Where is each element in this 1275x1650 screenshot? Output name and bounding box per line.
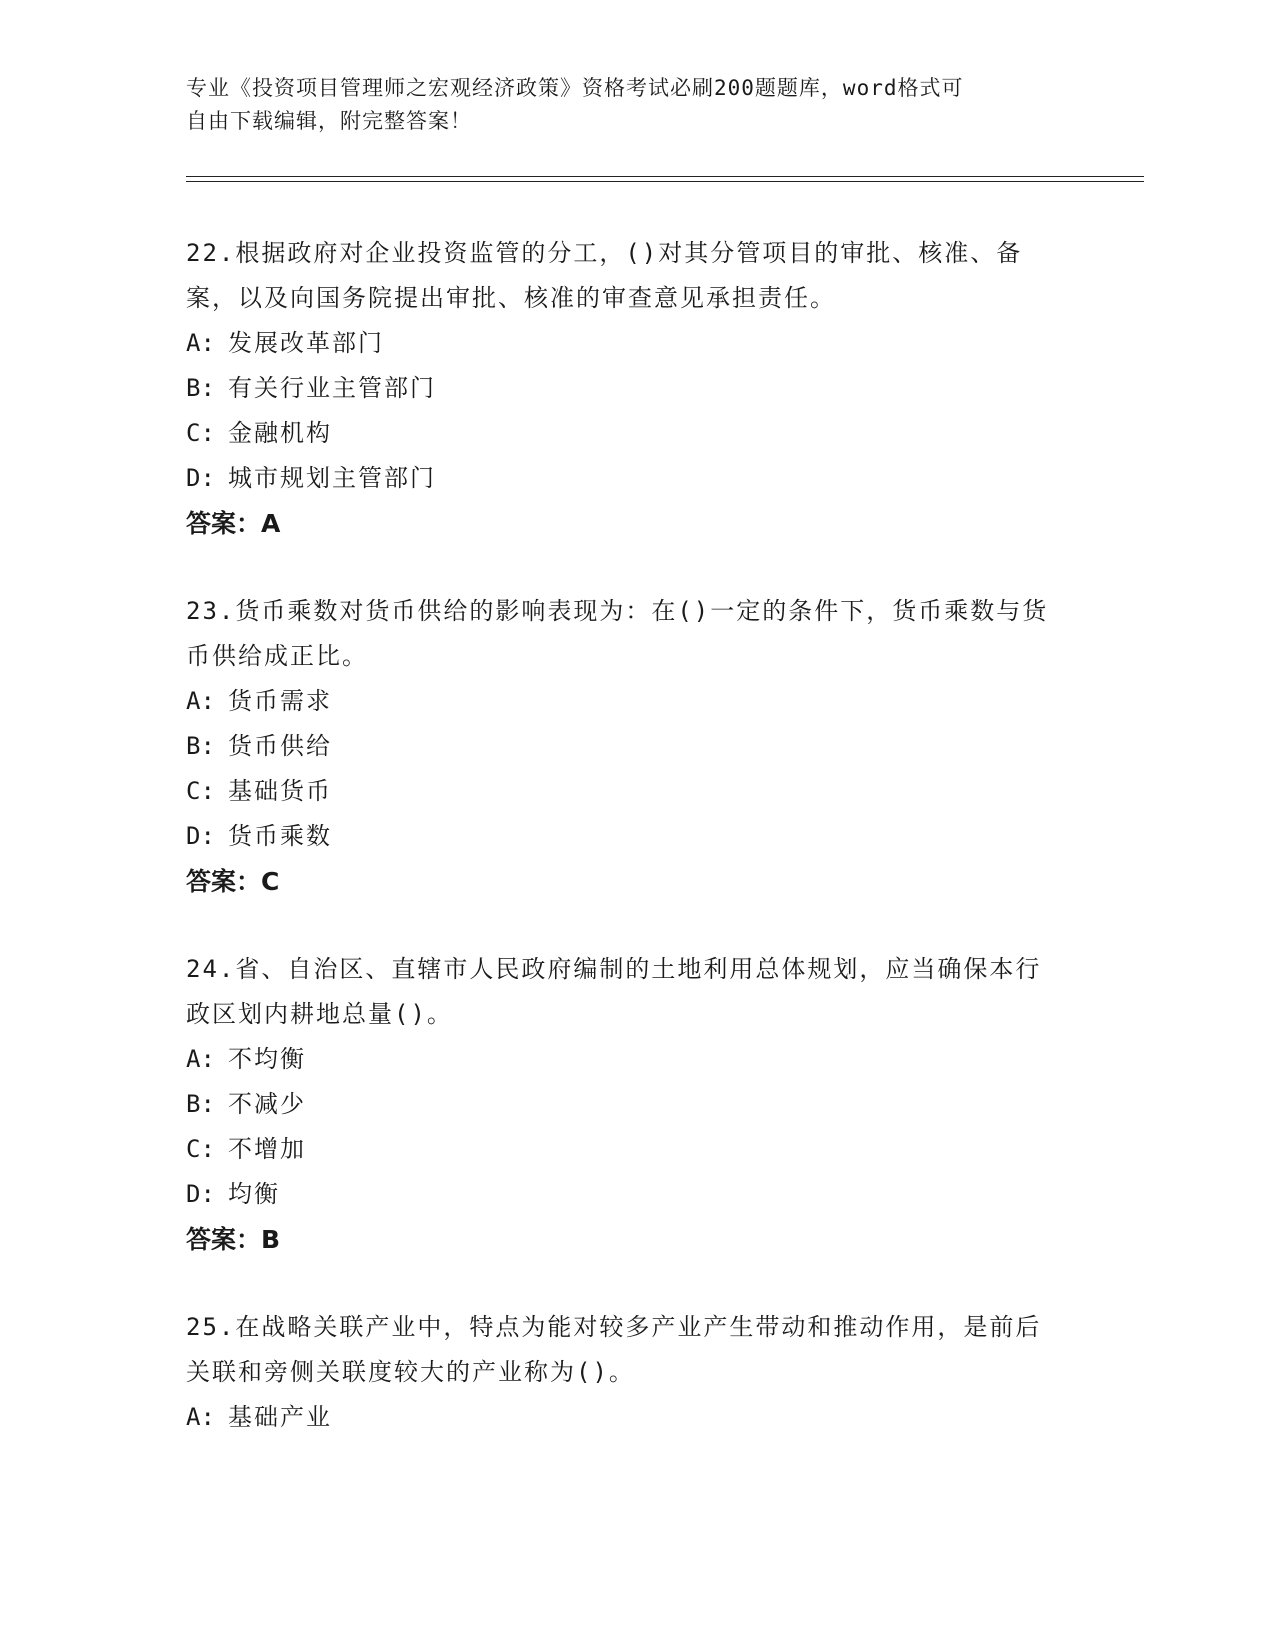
option-b xyxy=(186,366,1066,411)
option-a xyxy=(186,1395,1066,1440)
question-24 xyxy=(186,947,1066,1262)
answer-line: 答案：C xyxy=(186,867,280,896)
option-c xyxy=(186,411,1066,456)
answer-line: 答案：A xyxy=(186,509,281,538)
option-letter: D: xyxy=(186,464,215,492)
option-text: 均衡 xyxy=(228,1180,280,1208)
option-b xyxy=(186,1082,1066,1127)
option-c xyxy=(186,1127,1066,1172)
option-text: 发展改革部门 xyxy=(228,329,384,357)
option-letter: D: xyxy=(186,822,215,850)
option-letter: A: xyxy=(186,1045,215,1073)
option-text: 不减少 xyxy=(228,1090,306,1118)
option-a xyxy=(186,321,1066,366)
option-c xyxy=(186,769,1066,814)
question-list xyxy=(186,231,1066,1483)
question-25 xyxy=(186,1305,1066,1440)
option-text: 货币供给 xyxy=(228,732,332,760)
header-divider-top xyxy=(186,176,1144,177)
option-b xyxy=(186,724,1066,769)
option-letter: C: xyxy=(186,777,215,805)
document-header xyxy=(186,72,1066,138)
question-text: 25.在战略关联产业中，特点为能对较多产业产生带动和推动作用，是前后关联和旁侧关联度较大的产业称为()。 xyxy=(186,1313,1042,1386)
question-22 xyxy=(186,231,1066,546)
option-letter: C: xyxy=(186,419,215,447)
option-letter: A: xyxy=(186,687,215,715)
answer-line: 答案：B xyxy=(186,1225,281,1254)
option-d xyxy=(186,1172,1066,1217)
question-23 xyxy=(186,589,1066,904)
header-line-2: 自由下载编辑，附完整答案！ xyxy=(186,109,472,133)
option-text: 货币需求 xyxy=(228,687,332,715)
option-a xyxy=(186,1037,1066,1082)
option-text: 不均衡 xyxy=(228,1045,306,1073)
question-text: 24.省、自治区、直辖市人民政府编制的土地利用总体规划，应当确保本行政区划内耕地总量()。 xyxy=(186,955,1042,1028)
option-text: 不增加 xyxy=(228,1135,306,1163)
option-letter: C: xyxy=(186,1135,215,1163)
option-letter: D: xyxy=(186,1180,215,1208)
header-divider-bottom xyxy=(186,181,1144,182)
option-letter: A: xyxy=(186,1403,215,1431)
option-text: 基础货币 xyxy=(228,777,332,805)
option-letter: A: xyxy=(186,329,215,357)
question-text: 22.根据政府对企业投资监管的分工，()对其分管项目的审批、核准、备案，以及向国务院提出审批、核准的审查意见承担责任。 xyxy=(186,239,1023,312)
question-text: 23.货币乘数对货币供给的影响表现为：在()一定的条件下，货币乘数与货币供给成正比。 xyxy=(186,597,1049,670)
option-letter: B: xyxy=(186,732,215,760)
option-text: 有关行业主管部门 xyxy=(228,374,436,402)
option-a xyxy=(186,679,1066,724)
option-d xyxy=(186,456,1066,501)
option-text: 金融机构 xyxy=(228,419,332,447)
option-text: 货币乘数 xyxy=(228,822,332,850)
option-letter: B: xyxy=(186,374,215,402)
option-text: 城市规划主管部门 xyxy=(228,464,436,492)
option-letter: B: xyxy=(186,1090,215,1118)
option-d xyxy=(186,814,1066,859)
header-line-1: 专业《投资项目管理师之宏观经济政策》资格考试必刷200题题库，word格式可 xyxy=(186,76,964,100)
option-text: 基础产业 xyxy=(228,1403,332,1431)
